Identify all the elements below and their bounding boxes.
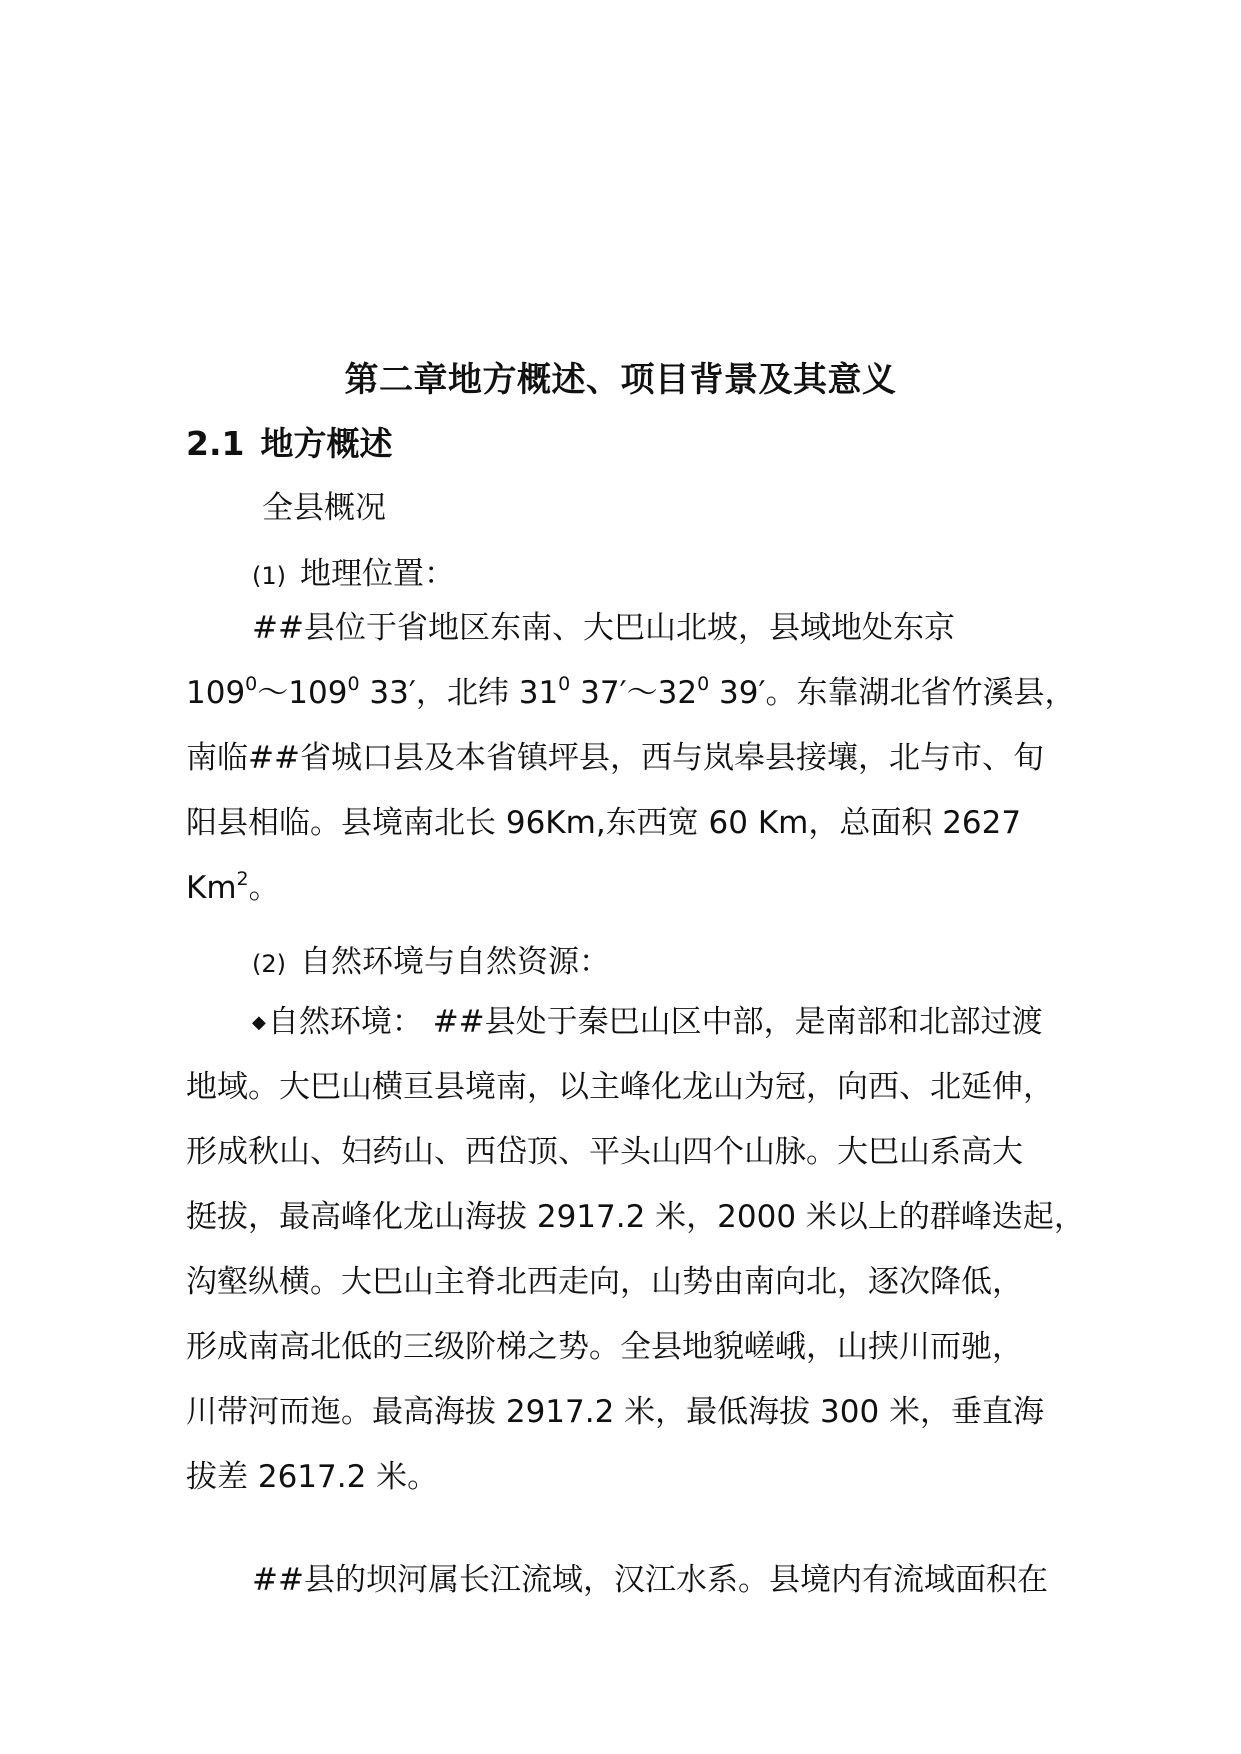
paragraph-line: 沟壑纵横。大巴山主脊北西走向，山势由南向北，逐次降低， [186,1264,1023,1300]
paragraph-line: ◆自然环境： ##县处于秦巴山区中部，是南部和北部过渡 [252,1004,1043,1040]
paragraph-line: ##县的坝河属长江流域，汉江水系。县境内有流域面积在 [252,1562,1048,1598]
paragraph-environment [186,990,1086,1510]
paragraph-line: 地域。大巴山横亘县境南，以主峰化龙山为冠，向西、北延伸， [186,1069,1054,1105]
paragraph-line: Km$^2$。 [186,868,280,906]
item-label: 地理位置： [300,556,455,592]
paragraph-line: 形成南高北低的三级阶梯之势。全县地貌嵯峨，山挟川而驰， [186,1329,1023,1365]
subsection-title: 全县概况 [262,490,386,526]
paragraph-line: ##县位于省地区东南、大巴山北坡，县域地处东京 [252,610,955,646]
item-label: 自然环境与自然资源： [300,944,610,980]
paragraph-line: $109^0\sim 109^0$ 33′，北纬 $31^0$ $37'\sim 32^0$ 39′。东靠湖北省竹溪县， [186,673,1076,711]
paragraph-line: 挺拔，最高峰化龙山海拔 2917.2 米，2000 米以上的群峰迭起， [186,1199,1085,1235]
bullet-diamond-icon: ◆ [252,1012,266,1033]
paragraph-geography [186,596,1086,921]
section-title: 地方概述 [260,424,393,463]
item-marker: (2) [252,950,286,978]
paragraph-line: 形成秋山、妇药山、西岱顶、平头山四个山脉。大巴山系高大 [186,1134,1023,1170]
paragraph-line: 拔差 2617.2 米。 [186,1459,439,1495]
paragraph-line: 阳县相临。县境南北长 96Km,东西宽 60 Km，总面积 2627 [186,805,1022,841]
item-geography-heading [252,552,455,598]
section-heading [186,422,392,466]
paragraph-river [186,1548,1086,1613]
item-marker: (1) [252,562,286,590]
item-environment-heading [252,940,610,986]
paragraph-line: 南临##省城口县及本省镇坪县，西与岚皋县接壤，北与市、旬 [186,740,1044,776]
section-number: 2.1 [186,424,245,463]
chapter-title: 第二章地方概述、项目背景及其意义 [344,360,897,400]
paragraph-line: 川带河而迤。最高海拔 2917.2 米，最低海拔 300 米，垂直海 [186,1394,1045,1430]
